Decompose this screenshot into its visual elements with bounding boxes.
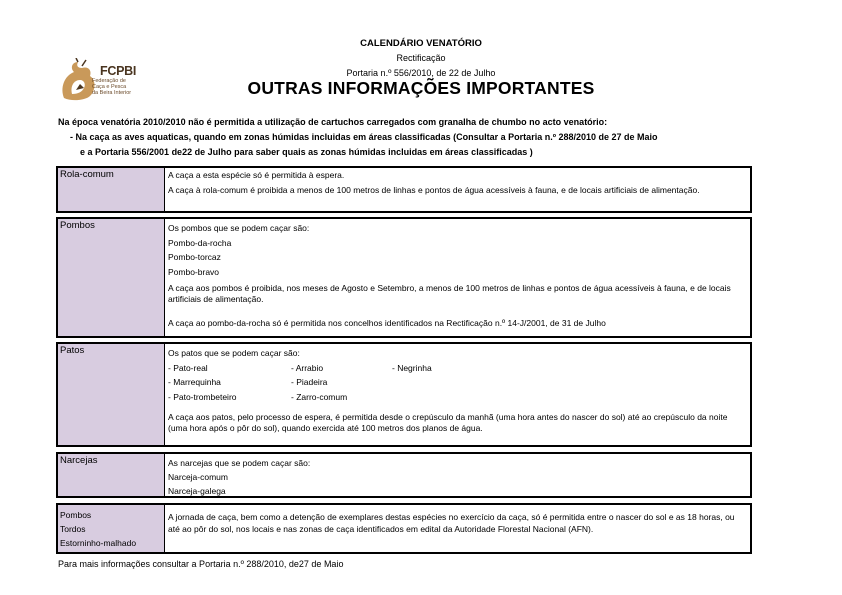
portaria-heading: Portaria n.º 556/2010, de 22 de Julho [346, 68, 496, 78]
section-jornada [56, 503, 752, 554]
logo-name: FCPBI [100, 64, 137, 78]
section-patos [56, 342, 752, 447]
intro-text: Na época venatória 2010/2010 não é permitida a utilização de cartuchos carregados com granalha de chumbo no acto venatório: [58, 117, 608, 127]
section-label: Patos [58, 344, 164, 445]
section-rola-comum [56, 166, 752, 213]
section-label: Pombos Tordos Estorninho-malhado [58, 505, 164, 552]
page-title: OUTRAS INFORMAÇÕES IMPORTANTES [247, 78, 595, 98]
section-pombos [56, 217, 752, 338]
fcpbi-logo [58, 58, 150, 102]
calendar-heading: CALENDÁRIO VENATÓRIO [360, 38, 482, 49]
rectification-heading: Rectificação [396, 53, 446, 63]
footer-note: Para mais informações consultar a Portaria n.º 288/2010, de27 de Maio [58, 559, 344, 569]
section-content: Os pombos que se podem caçar são: Pombo-da-rocha Pombo-torcaz Pombo-bravo A caça aos pombos é proibida, nos meses de Agosto e Setembro, a menos de 100 metros de linhas e pontos de água acessíveis à fauna, e de locais artificiais de alimentação. A caça ao pombo-da-rocha só é permitida nos concelhos identificados na Rectificação n.º 14-J/2001, de 31 de Julho [164, 219, 750, 336]
intro-note-1: - Na caça as aves aquaticas, quando em zonas húmidas incluidas em áreas classificadas (Consultar a Portaria n.º 288/2010 de 27 de Maio [70, 132, 658, 142]
section-label: Narcejas [58, 454, 164, 496]
section-content: A jornada de caça, bem como a detenção de exemplares destas espécies no exercício da caça, só é permitida entre o nascer do sol e as 18 horas, ou até ao pôr do sol, nos locais e nas zonas de caça identificados em edital da Autoridade Florestal Nacional (AFN). [164, 505, 750, 552]
section-label: Pombos [58, 219, 164, 336]
section-label: Rola-comum [58, 168, 164, 211]
intro-note-2: e a Portaria 556/2001 de22 de Julho para saber quais as zonas húmidas incluidas em áreas classificadas ) [80, 147, 533, 157]
section-content: A caça a esta espécie só é permitida à espera. A caça à rola-comum é proibida a menos de 100 metros de linhas e pontos de água acessíveis à fauna, e de locais artificiais de alimentação. [164, 168, 750, 211]
logo-subtitle: Federação de Caça e Pesca da Beira Interior [92, 78, 132, 96]
section-content: As narcejas que se podem caçar são: Narceja-comum Narceja-galega [164, 454, 750, 496]
section-narcejas [56, 452, 752, 498]
section-content: Os patos que se podem caçar são: - Pato-real - Arrabio - Negrinha - Marrequinha - Piadeira - Pato-trombeteiro - Zarro-comum A caça aos patos, pelo processo de espera, é permitida desde o crepúsculo da manhã (uma hora antes do nascer do sol) até ao crepúsculo da noite (uma hora após o pôr do sol), quando exercida até 100 metros dos planos de água. [164, 344, 750, 445]
